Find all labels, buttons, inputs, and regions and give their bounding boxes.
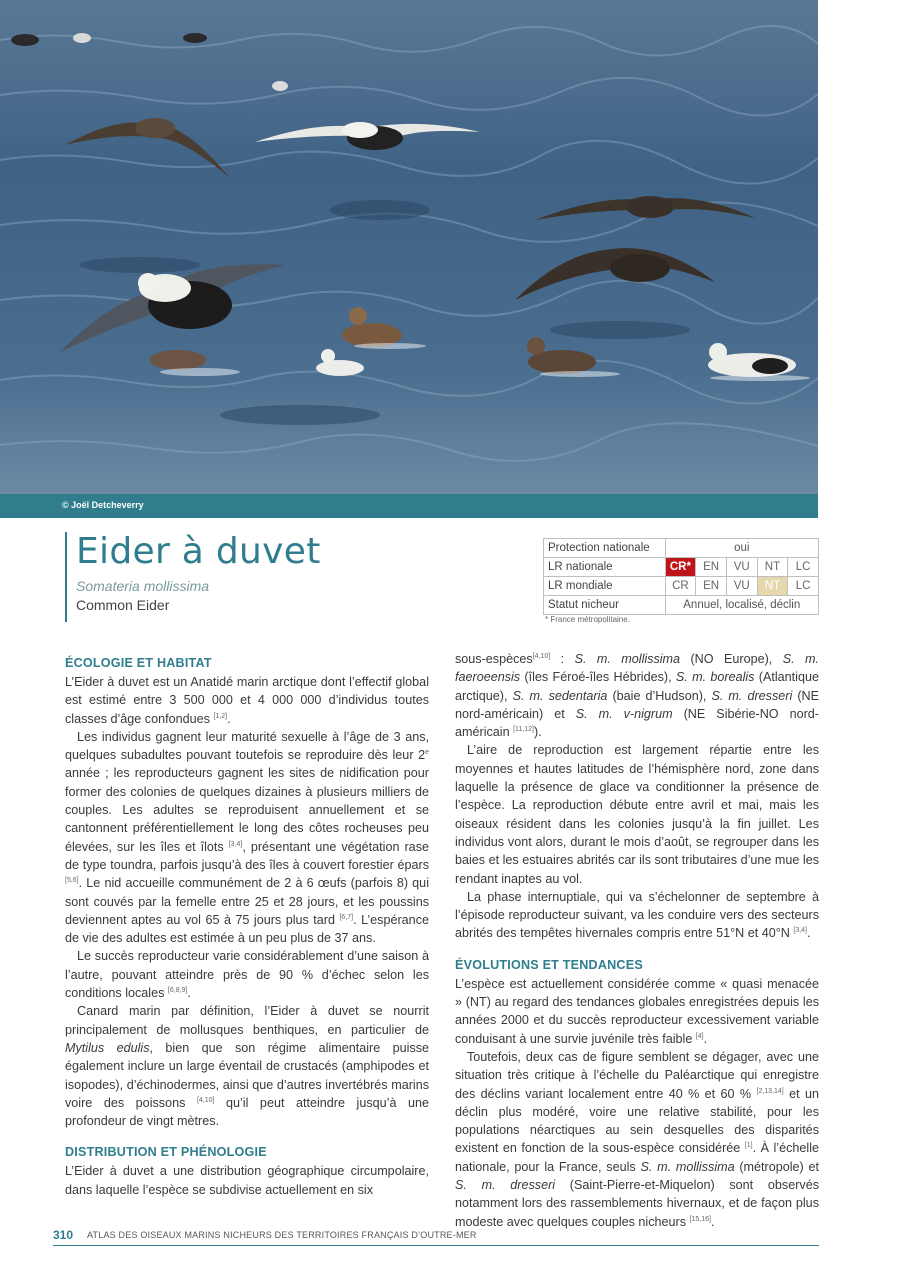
paragraph: L’aire de reproduction est largement répartie entre les moyennes et hautes latitudes de l’hémisphère nord, zone dans laquelle la présence de glace va conditionner la présence de l’espèce. La reproduction débute entre avril et mai, mais les oiseaux résident dans les colonies jusqu’à la fin juillet. Les individus vont alors, durant le mois d’août, se regrouper dans les baies et les estuaires abrités car ils sont tributaires d’une mue les rendant inaptes au vol. <box>455 743 819 886</box>
paragraph: Canard marin par définition, l’Eider à duvet se nourrit principalement de mollusques benthiques, en particulier de Mytilus edulis, bien que son régime alimentaire puisse également inclure un large éventail de crustacés (amphipodes et isopodes), d’échinodermes, ainsi que d’autres invertébrés marins voire des poissons [4,10] qu’il peut atteindre jusqu’à une profondeur de vingt mètres. <box>65 1004 429 1129</box>
status-label: LR nationale <box>544 558 666 577</box>
status-label: Statut nicheur <box>544 596 666 615</box>
category-cell: LC <box>788 558 819 577</box>
status-row-lr-nationale <box>544 558 819 577</box>
category-cell: VU <box>726 558 757 577</box>
status-value: oui <box>665 539 818 558</box>
species-title: Eider à duvet <box>76 531 321 572</box>
conservation-status-table <box>543 538 819 615</box>
common-name: Common Eider <box>76 597 170 613</box>
species-title-block <box>65 532 321 622</box>
status-row-protection <box>544 539 819 558</box>
text-column-left <box>65 650 429 1199</box>
sea-scene-illustration <box>0 0 818 494</box>
photo-credit-bar <box>0 494 818 518</box>
photo-credit: © Joël Detcheverry <box>62 500 144 510</box>
status-label: LR mondiale <box>544 577 666 596</box>
eider-photo <box>0 0 818 494</box>
page-number: 310 <box>53 1228 74 1242</box>
section-heading-evolution: ÉVOLUTIONS ET TENDANCES <box>455 957 643 972</box>
paragraph: L’espèce est actuellement considérée comme « quasi menacée » (NT) au regard des tendances globales enregistrées depuis les années 2000 et du succès reproducteur excessivement variable conduisant à une survie juvénile très faible [4]. <box>455 976 819 1046</box>
section-heading-distribution: DISTRIBUTION ET PHÉNOLOGIE <box>65 1145 267 1160</box>
status-label: Protection nationale <box>544 539 666 558</box>
paragraph: Toutefois, deux cas de figure semblent se dégager, avec une situation très critique à l’échelle du Paléarctique qui enregistre des déclins variant localement entre 40 % et 60 % [2,13,14] et un déclin plus modéré, voire une relative stabilité, pour les populations néarctiques au sein desquelles des disparités existent en fonction de la sous-espèce considérée [1]. À l’échelle nationale, pour la France, seuls S. m. mollissima (métropole) et S. m. dresseri (Saint-Pierre-et-Miquelon) sont observés notamment lors des rassemblements hivernaux, et de façon plus modeste avec quelques couples nicheurs [15,16]. <box>455 1049 820 1229</box>
status-row-lr-mondiale <box>544 577 819 596</box>
category-cell-highlighted: NT <box>757 577 788 596</box>
text-column-right <box>455 650 819 1231</box>
category-cell: EN <box>696 577 727 596</box>
status-row-statut-nicheur <box>544 596 819 615</box>
paragraph: Les individus gagnent leur maturité sexuelle à l’âge de 3 ans, quelques subadultes pouvant toutefois se reproduire dès leur 2e année ; les reproducteurs gagnent les sites de nidification pour former des colonies de quelques dizaines à plusieurs milliers de couples. Les adultes se reproduisent annuellement et se cantonnent préférentiellement le long des côtes rocheuses peu élevées, sur les îles et îlots [3,4], présentant une végétation rase de type toundra, parfois jusqu’à des îles à couvert forestier épars [5,6]. Le nid accueille communément de 2 à 6 œufs (parfois 8) qui sont couvés par la femelle entre 25 et 28 jours, et les poussins deviennent aptes au vol 65 à 75 jours plus tard [6,7]. L’espérance de vie des adultes est estimée à un peu plus de 37 ans. <box>65 729 429 946</box>
category-cell: VU <box>726 577 757 596</box>
paragraph: L’Eider à duvet est un Anatidé marin arctique dont l’effectif global est estimé entre 3 500 000 et 4 000 000 d’individus toutes classes d’âge confondues [1,2]. <box>65 675 429 726</box>
category-cell: EN <box>696 558 727 577</box>
category-cell: CR <box>665 577 696 596</box>
table-footnote: * France métropolitaine. <box>545 615 630 624</box>
paragraph: sous-espèces[4,10] : S. m. mollissima (NO Europe), S. m. faeroeensis (îles Féroé-îles Hébrides), S. m. borealis (Atlantique arctique), S. m. sedentaria (baie d’Hudson), S. m. dresseri (NE nord-américain) et S. m. v-nigrum (NE Sibérie-NO nord-américain [11,12]). <box>455 652 820 740</box>
paragraph: Le succès reproducteur varie considérablement d’une saison à l’autre, pouvant atteindre près de 90 % d’échec selon les conditions locales [6,8,9]. <box>65 949 429 1001</box>
paragraph: La phase internuptiale, qui va s’échelonner de septembre à l’épisode reproducteur suivant, va les conduire vers des secteurs abrités des tempêtes hivernales compris entre 51°N et 40°N [3,4]. <box>455 889 819 941</box>
running-title: ATLAS DES OISEAUX MARINS NICHEURS DES TERRITOIRES FRANÇAIS D’OUTRE-MER <box>87 1230 477 1240</box>
page-footer <box>53 1226 819 1246</box>
category-cell: LC <box>788 577 819 596</box>
category-cell: NT <box>757 558 788 577</box>
category-cell-highlighted: CR* <box>665 558 696 577</box>
paragraph: L’Eider à duvet a une distribution géographique circumpolaire, dans laquelle l’espèce se subdivise actuellement en six <box>65 1164 429 1197</box>
status-value: Annuel, localisé, déclin <box>665 596 818 615</box>
scientific-name: Somateria mollissima <box>76 578 210 594</box>
section-heading-ecology: ÉCOLOGIE ET HABITAT <box>65 656 212 670</box>
